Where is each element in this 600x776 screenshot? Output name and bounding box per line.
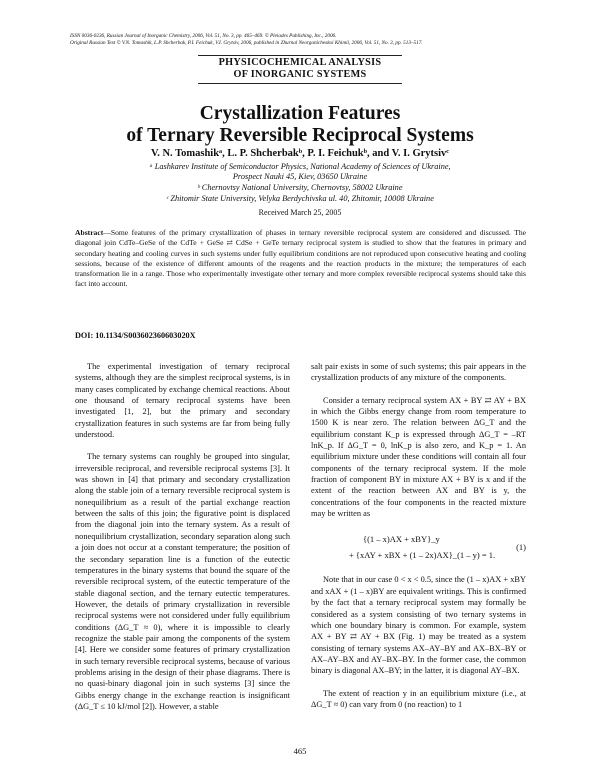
affiliation-b: ᵇ Chernovtsy National University, Chernovtsy, 58002 Ukraine bbox=[197, 183, 403, 192]
abstract-text: —Some features of the primary crystallization of phases in ternary reversible reciprocal system are considered and discussed. The diagonal join CdTe–GeSe of the CdTe + GeSe ⇄ CdSe + GeTe ternary reciprocal system is studied to show that the features in primary and secondary heating and cooling curves in such systems under fully equilibrium conditions are not reproduced upon consecutive heating and cooling sessions, because of the existence of different amounts of the reagents and the reaction products in the mixture; the temperatures of each transformation lie in a range. Those who experimentally investigate other ternary and more complex reversible reciprocal systems should take this fact into account. bbox=[75, 228, 526, 289]
affiliation-c: ᶜ Zhitomir State University, Velyka Berdychivska ul. 40, Zhitomir, 10008 Ukraine bbox=[166, 194, 434, 203]
title-line-2: of Ternary Reversible Reciprocal Systems bbox=[126, 125, 474, 146]
received-date: Received March 25, 2005 bbox=[258, 208, 342, 217]
affiliation-a-line-2: Prospect Nauki 45, Kiev, 03650 Ukraine bbox=[232, 172, 368, 181]
paragraph: The experimental investigation of ternary reciprocal systems, although they are the simplest reciprocal systems, is in many cases complicated by exchange chemical reactions. About one thousand of ternary reciprocal systems have been investigated [1, 2], but the primary and secondary crystallization features in such systems are far from being fully understood. bbox=[75, 362, 290, 440]
header-line-1: ISSN 0036-0236, Russian Journal of Inorganic Chemistry, 2006, Vol. 51, No. 3, pp. 465–469. © Pleiades Publishing, Inc., 2006. bbox=[70, 33, 337, 39]
section-rule-top bbox=[198, 55, 402, 56]
affiliation-a-line-1: ᵃ Lashkarev Institute of Semiconductor Physics, National Academy of Sciences of Ukraine, bbox=[149, 162, 451, 171]
article-title bbox=[0, 103, 600, 147]
paragraph: Note that in our case 0 < x < 0.5, since the (1 – x)AX + xBY and xAX + (1 – x)BY are equivalent writings. This is confirmed by the fact that a ternary reciprocal system may formally be considered as a system consisting of two ternary systems in which one boundary binary is common. For example, system AX + BY ⇄ AY + BX (Fig. 1) may be treated as a system consisting of ternary systems AX–AY–BY and AX–BX–BY or AX–AY–BX and AY–BX–BY. In the former case, the common binary is diagonal AX–BY; in the latter, it is diagonal AY–BX. bbox=[311, 575, 526, 676]
page-number: 465 bbox=[293, 746, 307, 756]
doi: DOI: 10.1134/S003602360603020X bbox=[75, 331, 196, 340]
journal-header bbox=[70, 33, 530, 47]
title-line-1: Crystallization Features bbox=[199, 103, 401, 124]
paragraph: The ternary systems can roughly be grouped into singular, irreversible reciprocal, and reversible reciprocal systems [3]. It was shown in [4] that primary and secondary crystallization along the stable join of a ternary reversible reciprocal system is nonequilibrium as a result of the partial exchange reaction between the salts of this join; the figurative point is displaced from the diagonal join into the ternary system. As a result of nonequilibrium crystallization, secondary separation along such a join does not occur at a constant temperature; the position of the secondary separation line is a function of the eutectic temperatures in the binary systems that bound the square of the reversible reciprocal system, of the eutectic temperature of the stable diagonal section, and the ternary eutectic temperatures. However, the details of primary crystallization in reversible reciprocal systems were not considered under fully equilibrium conditions (ΔG_T ≈ 0), where it is impossible to clearly recognize the stable pair among the components of the system [4]. Here we consider some features of primary crystallization in such ternary reversible reciprocal systems, because of various problems arising in the design of their phase diagrams. There is no quasi-binary diagonal join in such systems [3] since the Gibbs energy change in the exchange reaction is insignificant (ΔG_T ≤ 10 kJ/mol [2]). However, a stable bbox=[75, 452, 290, 711]
equation-line-1: {(1 – x)AX + xBY}_y bbox=[363, 534, 440, 545]
section-line-1: PHYSICOCHEMICAL ANALYSIS bbox=[218, 57, 382, 68]
paragraph: salt pair exists in some of such systems; this pair appears in the crystallization products of any mixture of the components. bbox=[311, 362, 526, 383]
section-rule-bottom bbox=[198, 83, 402, 84]
equation-line-2: + {xAY + xBX + (1 – 2x)AX}_(1 – y) = 1. bbox=[349, 550, 496, 561]
equation-1 bbox=[311, 530, 526, 566]
paragraph: Consider a ternary reciprocal system AX + BY ⇄ AY + BX in which the Gibbs energy change from room temperature to 1500 K is near zero. The relation between ΔG_T and the equilibrium constant K_p is expressed through ΔG_T = –RT lnK_p. If ΔG_T = 0, lnK_p is also zero, and K_p = 1. An equilibrium mixture under these conditions will contain all four components of the ternary reciprocal system. If the mole fraction of component BY in mixture AX + BY is x and if the extent of the reaction between AX and BY is y, the concentrations of the four components in the reacted mixture may be written as bbox=[311, 395, 526, 519]
paragraph: The extent of reaction y in an equilibrium mixture (i.e., at ΔG_T ≈ 0) can vary from 0 (no reaction) to 1 bbox=[311, 688, 526, 709]
abstract bbox=[75, 228, 526, 290]
header-line-2: Original Russian Text © V.N. Tomashik, L.P. Shcherbak, P.I. Feichuk, V.I. Grytsiv, 2006, published in Zhurnal Neorganicheskoi Khimii, 2006, Vol. 51, No. 3, pp. 513–517. bbox=[70, 40, 423, 46]
section-heading bbox=[0, 57, 600, 81]
section-line-2: OF INORGANIC SYSTEMS bbox=[233, 69, 367, 80]
right-column bbox=[311, 361, 526, 721]
left-column bbox=[75, 361, 290, 723]
abstract-label: Abstract bbox=[75, 228, 104, 237]
equation-number: (1) bbox=[516, 542, 526, 553]
authors: V. N. Tomashikᵃ, L. P. Shcherbakᵇ, P. I. Feichukᵇ, and V. I. Grytsivᶜ bbox=[150, 148, 450, 159]
